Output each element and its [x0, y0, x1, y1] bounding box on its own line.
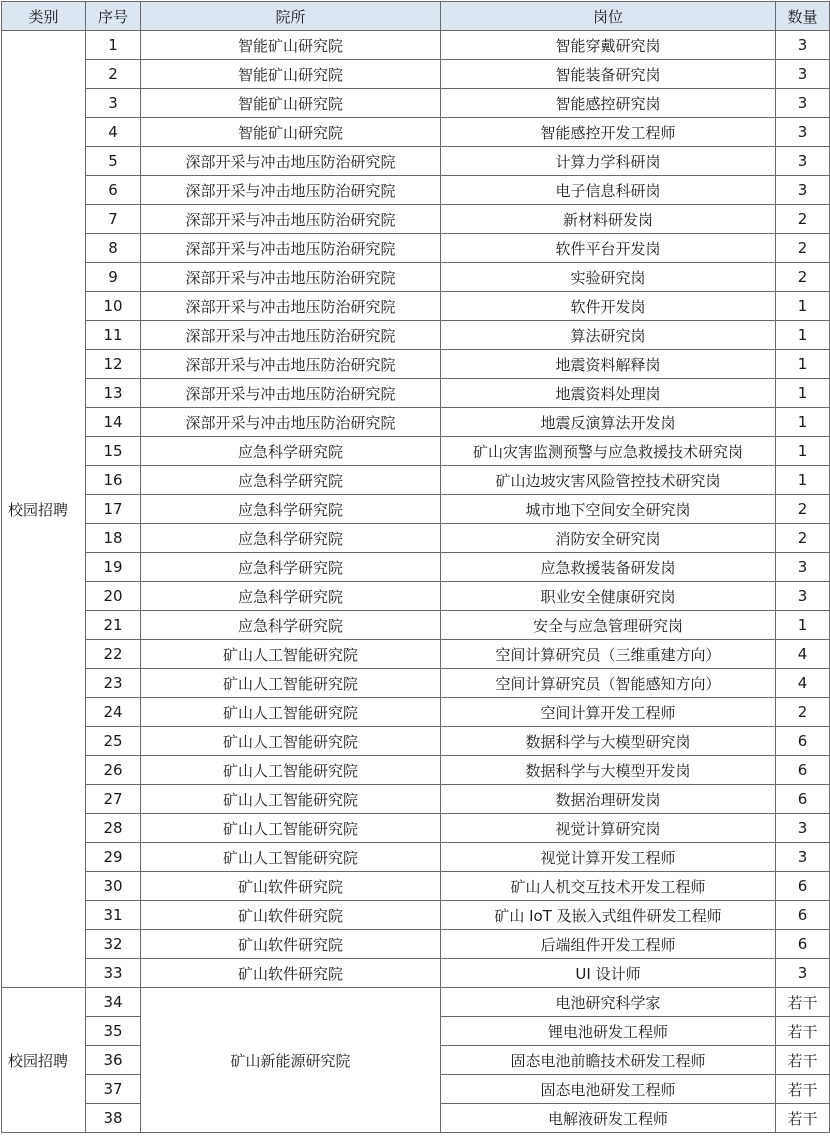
institute-cell: 应急科学研究院: [141, 495, 441, 524]
header-count: 数量: [776, 2, 830, 31]
position-cell: 电子信息科研岗: [441, 176, 776, 205]
table-row: [2, 437, 830, 466]
position-cell: 智能穿戴研究岗: [441, 31, 776, 60]
institute-cell: 深部开采与冲击地压防治研究院: [141, 234, 441, 263]
institute-cell: 应急科学研究院: [141, 524, 441, 553]
seq-cell: 38: [86, 1104, 141, 1133]
header-row: [2, 2, 830, 31]
seq-cell: 32: [86, 930, 141, 959]
table-row: [2, 727, 830, 756]
institute-cell: 深部开采与冲击地压防治研究院: [141, 379, 441, 408]
seq-cell: 28: [86, 814, 141, 843]
count-cell: 若干: [776, 1075, 830, 1104]
count-cell: 3: [776, 843, 830, 872]
table-row: [2, 553, 830, 582]
institute-cell: 矿山软件研究院: [141, 901, 441, 930]
count-cell: 3: [776, 959, 830, 988]
position-cell: 地震资料处理岗: [441, 379, 776, 408]
count-cell: 3: [776, 31, 830, 60]
count-cell: 1: [776, 437, 830, 466]
seq-cell: 25: [86, 727, 141, 756]
table-row: [2, 31, 830, 60]
count-cell: 若干: [776, 1046, 830, 1075]
position-cell: 矿山人机交互技术开发工程师: [441, 872, 776, 901]
count-cell: 2: [776, 234, 830, 263]
seq-cell: 1: [86, 31, 141, 60]
institute-cell: 矿山人工智能研究院: [141, 698, 441, 727]
count-cell: 1: [776, 611, 830, 640]
count-cell: 2: [776, 524, 830, 553]
count-cell: 若干: [776, 988, 830, 1017]
seq-cell: 3: [86, 89, 141, 118]
seq-cell: 33: [86, 959, 141, 988]
count-cell: 4: [776, 640, 830, 669]
seq-cell: 5: [86, 147, 141, 176]
table-row: [2, 524, 830, 553]
position-cell: 消防安全研究岗: [441, 524, 776, 553]
position-cell: 软件开发岗: [441, 292, 776, 321]
seq-cell: 10: [86, 292, 141, 321]
seq-cell: 23: [86, 669, 141, 698]
seq-cell: 29: [86, 843, 141, 872]
table-row: [2, 495, 830, 524]
institute-cell: 应急科学研究院: [141, 582, 441, 611]
position-cell: 锂电池研发工程师: [441, 1017, 776, 1046]
seq-cell: 8: [86, 234, 141, 263]
position-cell: 电池研究科学家: [441, 988, 776, 1017]
table-row: [2, 872, 830, 901]
header-seq: 序号: [86, 2, 141, 31]
seq-cell: 19: [86, 553, 141, 582]
seq-cell: 4: [86, 118, 141, 147]
position-cell: 智能装备研究岗: [441, 60, 776, 89]
count-cell: 6: [776, 727, 830, 756]
table-row: [2, 350, 830, 379]
count-cell: 若干: [776, 1104, 830, 1133]
count-cell: 3: [776, 147, 830, 176]
count-cell: 3: [776, 176, 830, 205]
count-cell: 6: [776, 901, 830, 930]
seq-cell: 26: [86, 756, 141, 785]
institute-cell: 矿山人工智能研究院: [141, 669, 441, 698]
header-position: 岗位: [441, 2, 776, 31]
table-row: [2, 176, 830, 205]
institute-cell: 矿山软件研究院: [141, 959, 441, 988]
table-row: [2, 408, 830, 437]
count-cell: 2: [776, 495, 830, 524]
table-row: [2, 234, 830, 263]
institute-cell: 深部开采与冲击地压防治研究院: [141, 350, 441, 379]
institute-cell: 深部开采与冲击地压防治研究院: [141, 147, 441, 176]
position-cell: 固态电池研发工程师: [441, 1075, 776, 1104]
recruitment-table: [1, 1, 830, 1133]
position-cell: 智能感控开发工程师: [441, 118, 776, 147]
position-cell: 软件平台开发岗: [441, 234, 776, 263]
seq-cell: 34: [86, 988, 141, 1017]
position-cell: 数据治理研发岗: [441, 785, 776, 814]
position-cell: 矿山边坡灾害风险管控技术研究岗: [441, 466, 776, 495]
seq-cell: 2: [86, 60, 141, 89]
seq-cell: 11: [86, 321, 141, 350]
position-cell: 视觉计算开发工程师: [441, 843, 776, 872]
position-cell: 地震反演算法开发岗: [441, 408, 776, 437]
seq-cell: 20: [86, 582, 141, 611]
table-row: [2, 147, 830, 176]
institute-cell: 矿山人工智能研究院: [141, 756, 441, 785]
institute-cell: 应急科学研究院: [141, 437, 441, 466]
institute-cell: 矿山人工智能研究院: [141, 814, 441, 843]
table-body: [2, 31, 830, 1133]
count-cell: 1: [776, 350, 830, 379]
count-cell: 若干: [776, 1017, 830, 1046]
seq-cell: 7: [86, 205, 141, 234]
table-row: [2, 466, 830, 495]
position-cell: 地震资料解释岗: [441, 350, 776, 379]
position-cell: 实验研究岗: [441, 263, 776, 292]
seq-cell: 27: [86, 785, 141, 814]
position-cell: 计算力学科研岗: [441, 147, 776, 176]
count-cell: 6: [776, 872, 830, 901]
position-cell: 矿山 IoT 及嵌入式组件研发工程师: [441, 901, 776, 930]
table-row: [2, 669, 830, 698]
count-cell: 3: [776, 582, 830, 611]
seq-cell: 13: [86, 379, 141, 408]
count-cell: 6: [776, 785, 830, 814]
table-row: [2, 843, 830, 872]
table-row: [2, 118, 830, 147]
position-cell: 空间计算研究员（三维重建方向）: [441, 640, 776, 669]
count-cell: 1: [776, 379, 830, 408]
position-cell: 安全与应急管理研究岗: [441, 611, 776, 640]
position-cell: 矿山灾害监测预警与应急救援技术研究岗: [441, 437, 776, 466]
count-cell: 4: [776, 669, 830, 698]
institute-cell: 矿山软件研究院: [141, 872, 441, 901]
count-cell: 1: [776, 466, 830, 495]
count-cell: 3: [776, 814, 830, 843]
table-row: [2, 640, 830, 669]
institute-cell: 矿山新能源研究院: [141, 988, 441, 1133]
institute-cell: 智能矿山研究院: [141, 89, 441, 118]
institute-cell: 深部开采与冲击地压防治研究院: [141, 408, 441, 437]
institute-cell: 智能矿山研究院: [141, 60, 441, 89]
position-cell: 固态电池前瞻技术研发工程师: [441, 1046, 776, 1075]
table-row: [2, 205, 830, 234]
seq-cell: 30: [86, 872, 141, 901]
institute-cell: 深部开采与冲击地压防治研究院: [141, 263, 441, 292]
institute-cell: 应急科学研究院: [141, 553, 441, 582]
seq-cell: 16: [86, 466, 141, 495]
institute-cell: 矿山人工智能研究院: [141, 843, 441, 872]
count-cell: 6: [776, 756, 830, 785]
count-cell: 2: [776, 698, 830, 727]
table-row: [2, 988, 830, 1017]
header-institute: 院所: [141, 2, 441, 31]
position-cell: 应急救援装备研发岗: [441, 553, 776, 582]
table-row: [2, 379, 830, 408]
seq-cell: 36: [86, 1046, 141, 1075]
table-row: [2, 89, 830, 118]
seq-cell: 31: [86, 901, 141, 930]
table-row: [2, 959, 830, 988]
seq-cell: 18: [86, 524, 141, 553]
table-row: [2, 785, 830, 814]
position-cell: 数据科学与大模型开发岗: [441, 756, 776, 785]
institute-cell: 矿山软件研究院: [141, 930, 441, 959]
seq-cell: 35: [86, 1017, 141, 1046]
position-cell: 城市地下空间安全研究岗: [441, 495, 776, 524]
count-cell: 3: [776, 89, 830, 118]
count-cell: 1: [776, 321, 830, 350]
position-cell: 数据科学与大模型研究岗: [441, 727, 776, 756]
position-cell: 职业安全健康研究岗: [441, 582, 776, 611]
header-category: 类别: [2, 2, 86, 31]
table-row: [2, 814, 830, 843]
table-row: [2, 60, 830, 89]
count-cell: 3: [776, 60, 830, 89]
seq-cell: 37: [86, 1075, 141, 1104]
seq-cell: 17: [86, 495, 141, 524]
position-cell: 空间计算研究员（智能感知方向）: [441, 669, 776, 698]
count-cell: 2: [776, 263, 830, 292]
count-cell: 6: [776, 930, 830, 959]
position-cell: 新材料研发岗: [441, 205, 776, 234]
seq-cell: 21: [86, 611, 141, 640]
table-row: [2, 930, 830, 959]
count-cell: 3: [776, 553, 830, 582]
seq-cell: 15: [86, 437, 141, 466]
position-cell: 智能感控研究岗: [441, 89, 776, 118]
table-row: [2, 582, 830, 611]
institute-cell: 应急科学研究院: [141, 611, 441, 640]
category-cell: 校园招聘: [2, 988, 86, 1133]
seq-cell: 22: [86, 640, 141, 669]
seq-cell: 24: [86, 698, 141, 727]
position-cell: 后端组件开发工程师: [441, 930, 776, 959]
table-row: [2, 756, 830, 785]
count-cell: 3: [776, 118, 830, 147]
table-row: [2, 292, 830, 321]
table-row: [2, 263, 830, 292]
institute-cell: 深部开采与冲击地压防治研究院: [141, 176, 441, 205]
position-cell: UI 设计师: [441, 959, 776, 988]
institute-cell: 应急科学研究院: [141, 466, 441, 495]
category-cell: 校园招聘: [2, 31, 86, 988]
table-row: [2, 611, 830, 640]
institute-cell: 矿山人工智能研究院: [141, 727, 441, 756]
table-row: [2, 321, 830, 350]
count-cell: 2: [776, 205, 830, 234]
count-cell: 1: [776, 408, 830, 437]
position-cell: 算法研究岗: [441, 321, 776, 350]
institute-cell: 矿山人工智能研究院: [141, 785, 441, 814]
institute-cell: 深部开采与冲击地压防治研究院: [141, 321, 441, 350]
table-row: [2, 901, 830, 930]
position-cell: 空间计算开发工程师: [441, 698, 776, 727]
institute-cell: 深部开采与冲击地压防治研究院: [141, 292, 441, 321]
position-cell: 视觉计算研究岗: [441, 814, 776, 843]
institute-cell: 智能矿山研究院: [141, 118, 441, 147]
table-row: [2, 698, 830, 727]
seq-cell: 14: [86, 408, 141, 437]
seq-cell: 9: [86, 263, 141, 292]
count-cell: 1: [776, 292, 830, 321]
seq-cell: 12: [86, 350, 141, 379]
seq-cell: 6: [86, 176, 141, 205]
institute-cell: 智能矿山研究院: [141, 31, 441, 60]
institute-cell: 矿山人工智能研究院: [141, 640, 441, 669]
institute-cell: 深部开采与冲击地压防治研究院: [141, 205, 441, 234]
position-cell: 电解液研发工程师: [441, 1104, 776, 1133]
